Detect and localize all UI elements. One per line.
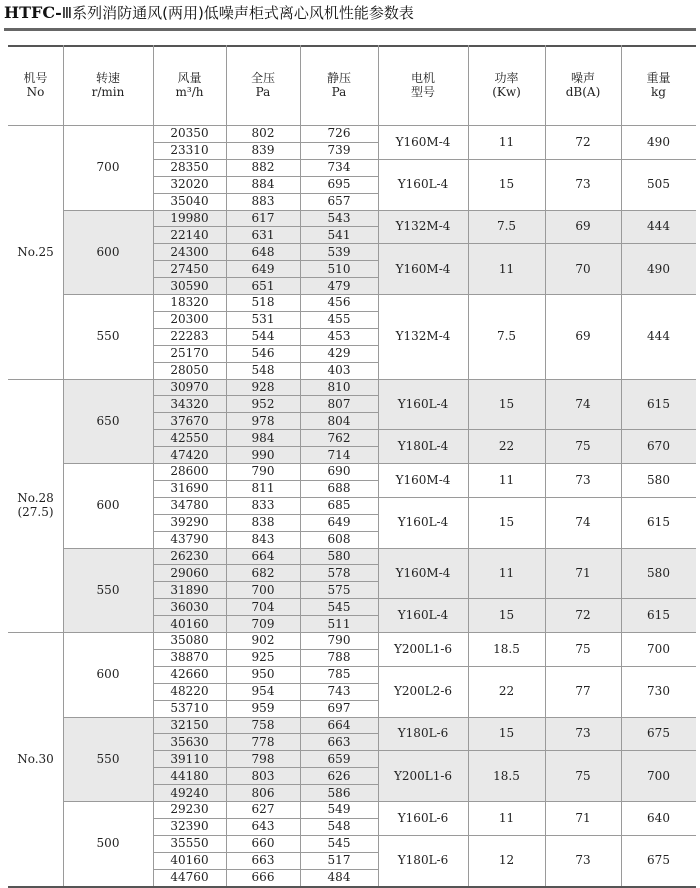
power-value: 22	[498, 439, 515, 454]
power-value: 15	[498, 608, 515, 623]
power-value: 7.5	[496, 329, 517, 344]
weight-value: 700	[647, 641, 670, 656]
weight-value: 670	[647, 439, 670, 454]
weight-value: 675	[647, 726, 670, 741]
static-pressure-value: 548	[327, 819, 351, 834]
airflow-value: 39110	[170, 751, 209, 766]
header-motor-model	[378, 45, 468, 125]
header-model-no-line: No	[26, 85, 45, 99]
airflow-value: 39290	[170, 515, 209, 530]
weight-value: 730	[647, 684, 670, 699]
airflow-value: 35040	[170, 194, 209, 209]
motor-model-value: Y160M-4	[395, 134, 451, 149]
total-pressure-value: 902	[251, 633, 275, 648]
airflow-value: 26230	[170, 548, 209, 563]
power-value: 18.5	[493, 641, 520, 656]
static-pressure-value: 455	[327, 312, 351, 327]
total-pressure-value: 978	[251, 413, 275, 428]
static-pressure-value: 762	[327, 430, 351, 445]
static-pressure-value: 545	[327, 836, 351, 851]
motor-model-value: Y200L2-6	[393, 684, 453, 699]
fan-model-value	[8, 379, 63, 633]
noise-value: 72	[575, 608, 591, 623]
total-pressure-value: 631	[251, 227, 275, 242]
airflow-value: 22283	[170, 329, 209, 344]
total-pressure-value: 843	[251, 532, 275, 547]
static-pressure-value: 788	[327, 650, 351, 665]
speed-value: 600	[96, 498, 120, 513]
motor-model-value: Y132M-4	[395, 329, 451, 344]
static-pressure-value: 586	[327, 785, 351, 800]
header-power-line: (Kw)	[492, 85, 521, 99]
static-pressure-value: 657	[327, 194, 351, 209]
noise-value: 73	[575, 726, 591, 741]
airflow-value: 30970	[170, 379, 209, 394]
airflow-value: 44760	[170, 870, 209, 885]
total-pressure-value: 803	[251, 768, 275, 783]
static-pressure-value: 484	[327, 870, 351, 885]
static-pressure-value: 714	[327, 447, 351, 462]
motor-group-rule	[378, 497, 696, 498]
total-pressure-value: 518	[251, 295, 275, 310]
airflow-value: 49240	[170, 785, 209, 800]
airflow-value: 29230	[170, 802, 209, 817]
total-pressure-value: 660	[251, 836, 275, 851]
total-pressure-value: 952	[251, 396, 275, 411]
static-pressure-value: 608	[327, 532, 351, 547]
static-pressure-value: 626	[327, 768, 351, 783]
motor-model-value: Y180L-4	[397, 439, 449, 454]
motor-model-value: Y160M-4	[395, 565, 451, 580]
header-speed-line: 转速	[95, 71, 120, 85]
airflow-value: 37670	[170, 413, 209, 428]
static-pressure-value: 511	[327, 616, 351, 631]
weight-value: 490	[647, 134, 670, 149]
static-pressure-value: 663	[327, 734, 351, 749]
static-pressure-value: 575	[327, 582, 351, 597]
header-power	[468, 45, 545, 125]
total-pressure-value: 648	[251, 244, 275, 259]
power-value: 11	[498, 261, 515, 276]
total-pressure-value: 666	[251, 870, 275, 885]
static-pressure-value: 649	[327, 515, 351, 530]
static-pressure-value: 690	[327, 464, 351, 479]
static-pressure-value: 695	[327, 177, 351, 192]
noise-value: 75	[575, 439, 591, 454]
static-pressure-value: 697	[327, 701, 351, 716]
fan-model-line: No.25	[17, 244, 54, 259]
airflow-value: 18320	[170, 295, 209, 310]
weight-value: 675	[647, 853, 670, 868]
static-pressure-value: 734	[327, 160, 351, 175]
header-motor-model-line: 型号	[410, 85, 435, 99]
total-pressure-value: 643	[251, 819, 275, 834]
power-value: 7.5	[496, 219, 517, 234]
total-pressure-value: 709	[251, 616, 275, 631]
header-power-line: 功率	[494, 71, 519, 85]
airflow-value: 42550	[170, 430, 209, 445]
performance-table	[8, 45, 696, 888]
airflow-value: 27450	[170, 261, 209, 276]
airflow-value: 34780	[170, 498, 209, 513]
header-weight	[621, 45, 696, 125]
noise-value: 75	[575, 641, 591, 656]
header-motor-model-line: 电机	[410, 71, 435, 85]
motor-model-value: Y200L1-6	[393, 641, 453, 656]
header-noise	[545, 45, 621, 125]
motor-model-value: Y160L-4	[397, 608, 449, 623]
total-pressure-value: 664	[251, 548, 275, 563]
total-pressure-value: 531	[251, 312, 275, 327]
speed-value: 600	[96, 667, 120, 682]
speed-value: 550	[96, 582, 120, 597]
header-airflow-line: m³/h	[175, 85, 204, 99]
total-pressure-value: 833	[251, 498, 275, 513]
total-pressure-value: 617	[251, 210, 275, 225]
motor-group-rule	[378, 294, 696, 295]
power-value: 15	[498, 726, 515, 741]
power-value: 15	[498, 177, 515, 192]
static-pressure-value: 510	[327, 261, 351, 276]
airflow-value: 48220	[170, 684, 209, 699]
static-pressure-value: 479	[327, 278, 351, 293]
static-pressure-value: 456	[327, 295, 351, 310]
motor-model-value: Y160M-4	[395, 261, 451, 276]
total-pressure-value: 882	[251, 160, 275, 175]
airflow-value: 20350	[170, 126, 209, 141]
motor-group-rule	[378, 548, 696, 549]
total-pressure-value: 811	[251, 481, 275, 496]
airflow-value: 31690	[170, 481, 209, 496]
motor-model-value: Y160L-6	[397, 810, 449, 825]
motor-model-value: Y180L-6	[397, 726, 449, 741]
speed-value: 650	[96, 413, 120, 428]
header-static-pressure	[300, 45, 378, 125]
power-value: 12	[498, 853, 515, 868]
weight-value: 615	[647, 608, 670, 623]
speed-group-rule	[63, 463, 378, 464]
airflow-value: 22140	[170, 227, 209, 242]
static-pressure-value: 429	[327, 346, 351, 361]
static-pressure-value: 790	[327, 633, 351, 648]
airflow-value: 35080	[170, 633, 209, 648]
airflow-value: 19980	[170, 210, 209, 225]
header-speed	[63, 45, 153, 125]
weight-value: 490	[647, 261, 670, 276]
motor-model-value: Y160M-4	[395, 472, 451, 487]
motor-group-rule	[378, 159, 696, 160]
static-pressure-value: 453	[327, 329, 351, 344]
header-static-pressure-line: Pa	[331, 85, 347, 99]
speed-group-rule	[63, 210, 378, 211]
noise-value: 73	[575, 472, 591, 487]
weight-value: 444	[647, 329, 670, 344]
table-top-rule	[8, 45, 696, 47]
total-pressure-value: 682	[251, 565, 275, 580]
speed-value: 550	[96, 329, 120, 344]
motor-group-rule	[378, 210, 696, 211]
motor-group-rule	[378, 598, 696, 599]
total-pressure-value: 700	[251, 582, 275, 597]
static-pressure-value: 517	[327, 853, 351, 868]
airflow-value: 32020	[170, 177, 209, 192]
total-pressure-value: 884	[251, 177, 275, 192]
header-weight-line: 重量	[646, 71, 671, 85]
speed-value: 700	[96, 160, 120, 175]
fan-model-value	[8, 632, 63, 886]
total-pressure-value: 627	[251, 802, 275, 817]
total-pressure-value: 544	[251, 329, 275, 344]
motor-group-rule	[378, 750, 696, 751]
noise-value: 69	[575, 219, 591, 234]
total-pressure-value: 838	[251, 515, 275, 530]
static-pressure-value: 785	[327, 667, 351, 682]
motor-group-rule	[378, 835, 696, 836]
header-static-pressure-line: 静压	[326, 71, 351, 85]
power-value: 11	[498, 134, 515, 149]
total-pressure-value: 959	[251, 701, 275, 716]
header-speed-line: r/min	[91, 85, 125, 99]
airflow-value: 44180	[170, 768, 209, 783]
static-pressure-value: 664	[327, 717, 351, 732]
noise-value: 77	[575, 684, 591, 699]
static-pressure-value: 685	[327, 498, 351, 513]
noise-value: 74	[575, 515, 591, 530]
header-airflow	[153, 45, 226, 125]
noise-value: 71	[575, 565, 591, 580]
weight-value: 615	[647, 396, 670, 411]
airflow-value: 35630	[170, 734, 209, 749]
airflow-value: 31890	[170, 582, 209, 597]
noise-value: 75	[575, 768, 591, 783]
airflow-value: 32150	[170, 717, 209, 732]
weight-value: 640	[647, 810, 670, 825]
airflow-value: 35550	[170, 836, 209, 851]
speed-group-rule	[63, 801, 378, 802]
static-pressure-value: 810	[327, 379, 351, 394]
power-value: 15	[498, 515, 515, 530]
airflow-value: 40160	[170, 853, 209, 868]
motor-group-rule	[378, 666, 696, 667]
total-pressure-value: 925	[251, 650, 275, 665]
total-pressure-value: 802	[251, 126, 275, 141]
total-pressure-value: 651	[251, 278, 275, 293]
static-pressure-value: 739	[327, 143, 351, 158]
header-total-pressure	[226, 45, 300, 125]
header-weight-line: kg	[651, 85, 666, 99]
header-total-pressure-line: Pa	[255, 85, 271, 99]
total-pressure-value: 883	[251, 194, 275, 209]
speed-value: 600	[96, 244, 120, 259]
airflow-value: 23310	[170, 143, 209, 158]
airflow-value: 29060	[170, 565, 209, 580]
static-pressure-value: 403	[327, 363, 351, 378]
noise-value: 74	[575, 396, 591, 411]
total-pressure-value: 806	[251, 785, 275, 800]
static-pressure-value: 549	[327, 802, 351, 817]
noise-value: 72	[575, 134, 591, 149]
static-pressure-value: 688	[327, 481, 351, 496]
static-pressure-value: 807	[327, 396, 351, 411]
airflow-value: 43790	[170, 532, 209, 547]
airflow-value: 40160	[170, 616, 209, 631]
noise-value: 70	[575, 261, 591, 276]
static-pressure-value: 743	[327, 684, 351, 699]
airflow-value: 28600	[170, 464, 209, 479]
airflow-value: 28350	[170, 160, 209, 175]
header-model-no-line: 机号	[23, 71, 48, 85]
total-pressure-value: 798	[251, 751, 275, 766]
motor-model-value: Y132M-4	[395, 219, 451, 234]
weight-value: 444	[647, 219, 670, 234]
table-bottom-rule	[8, 886, 696, 888]
static-pressure-value: 580	[327, 548, 351, 563]
airflow-value: 30590	[170, 278, 209, 293]
total-pressure-value: 548	[251, 363, 275, 378]
airflow-value: 53710	[170, 701, 209, 716]
motor-model-value: Y200L1-6	[393, 768, 453, 783]
power-value: 15	[498, 396, 515, 411]
total-pressure-value: 649	[251, 261, 275, 276]
total-pressure-value: 778	[251, 734, 275, 749]
power-value: 11	[498, 472, 515, 487]
airflow-value: 32390	[170, 819, 209, 834]
weight-value: 615	[647, 515, 670, 530]
total-pressure-value: 839	[251, 143, 275, 158]
speed-group-rule	[63, 294, 378, 295]
airflow-value: 20300	[170, 312, 209, 327]
motor-model-value: Y180L-6	[397, 853, 449, 868]
airflow-value: 24300	[170, 244, 209, 259]
header-total-pressure-line: 全压	[250, 71, 275, 85]
noise-value: 71	[575, 810, 591, 825]
motor-group-rule	[378, 429, 696, 430]
static-pressure-value: 804	[327, 413, 351, 428]
airflow-value: 25170	[170, 346, 209, 361]
page-title	[4, 2, 414, 24]
noise-value: 73	[575, 853, 591, 868]
header-model-no	[8, 45, 63, 125]
static-pressure-value: 539	[327, 244, 351, 259]
static-pressure-value: 541	[327, 227, 351, 242]
motor-group-rule	[378, 801, 696, 802]
power-value: 22	[498, 684, 515, 699]
motor-model-value: Y160L-4	[397, 515, 449, 530]
total-pressure-value: 950	[251, 667, 275, 682]
noise-value: 73	[575, 177, 591, 192]
motor-model-value: Y160L-4	[397, 177, 449, 192]
speed-value: 500	[96, 836, 120, 851]
total-pressure-value: 663	[251, 853, 275, 868]
series-code: HTFC-	[4, 3, 62, 22]
airflow-value: 28050	[170, 363, 209, 378]
power-value: 18.5	[493, 768, 520, 783]
total-pressure-value: 954	[251, 684, 275, 699]
weight-value: 700	[647, 768, 670, 783]
total-pressure-value: 704	[251, 599, 275, 614]
fan-group-rule	[8, 379, 696, 380]
power-value: 11	[498, 565, 515, 580]
total-pressure-value: 928	[251, 379, 275, 394]
total-pressure-value: 790	[251, 464, 275, 479]
speed-value: 550	[96, 751, 120, 766]
weight-value: 580	[647, 472, 670, 487]
power-value: 11	[498, 810, 515, 825]
fan-model-line: No.30	[17, 751, 54, 766]
weight-value: 580	[647, 565, 670, 580]
fan-model-line: (27.5)	[17, 505, 54, 520]
fan-model-line: No.28	[17, 491, 54, 506]
speed-group-rule	[63, 717, 378, 718]
weight-value: 505	[647, 177, 670, 192]
total-pressure-value: 990	[251, 447, 275, 462]
airflow-value: 47420	[170, 447, 209, 462]
header-noise-line: 噪声	[570, 71, 595, 85]
header-airflow-line: 风量	[177, 71, 202, 85]
title-rule	[4, 28, 696, 31]
total-pressure-value: 546	[251, 346, 275, 361]
total-pressure-value: 758	[251, 717, 275, 732]
static-pressure-value: 659	[327, 751, 351, 766]
static-pressure-value: 543	[327, 210, 351, 225]
header-noise-line: dB(A)	[565, 85, 601, 99]
motor-group-rule	[378, 243, 696, 244]
static-pressure-value: 545	[327, 599, 351, 614]
fan-group-rule	[8, 632, 696, 633]
fan-model-value	[8, 125, 63, 379]
airflow-value: 36030	[170, 599, 209, 614]
motor-model-value: Y160L-4	[397, 396, 449, 411]
title-text: Ⅲ系列消防通风(两用)低噪声柜式离心风机性能参数表	[61, 4, 414, 22]
static-pressure-value: 726	[327, 126, 351, 141]
static-pressure-value: 578	[327, 565, 351, 580]
airflow-value: 38870	[170, 650, 209, 665]
total-pressure-value: 984	[251, 430, 275, 445]
motor-group-rule	[378, 463, 696, 464]
noise-value: 69	[575, 329, 591, 344]
airflow-value: 42660	[170, 667, 209, 682]
motor-group-rule	[378, 717, 696, 718]
airflow-value: 34320	[170, 396, 209, 411]
speed-group-rule	[63, 548, 378, 549]
